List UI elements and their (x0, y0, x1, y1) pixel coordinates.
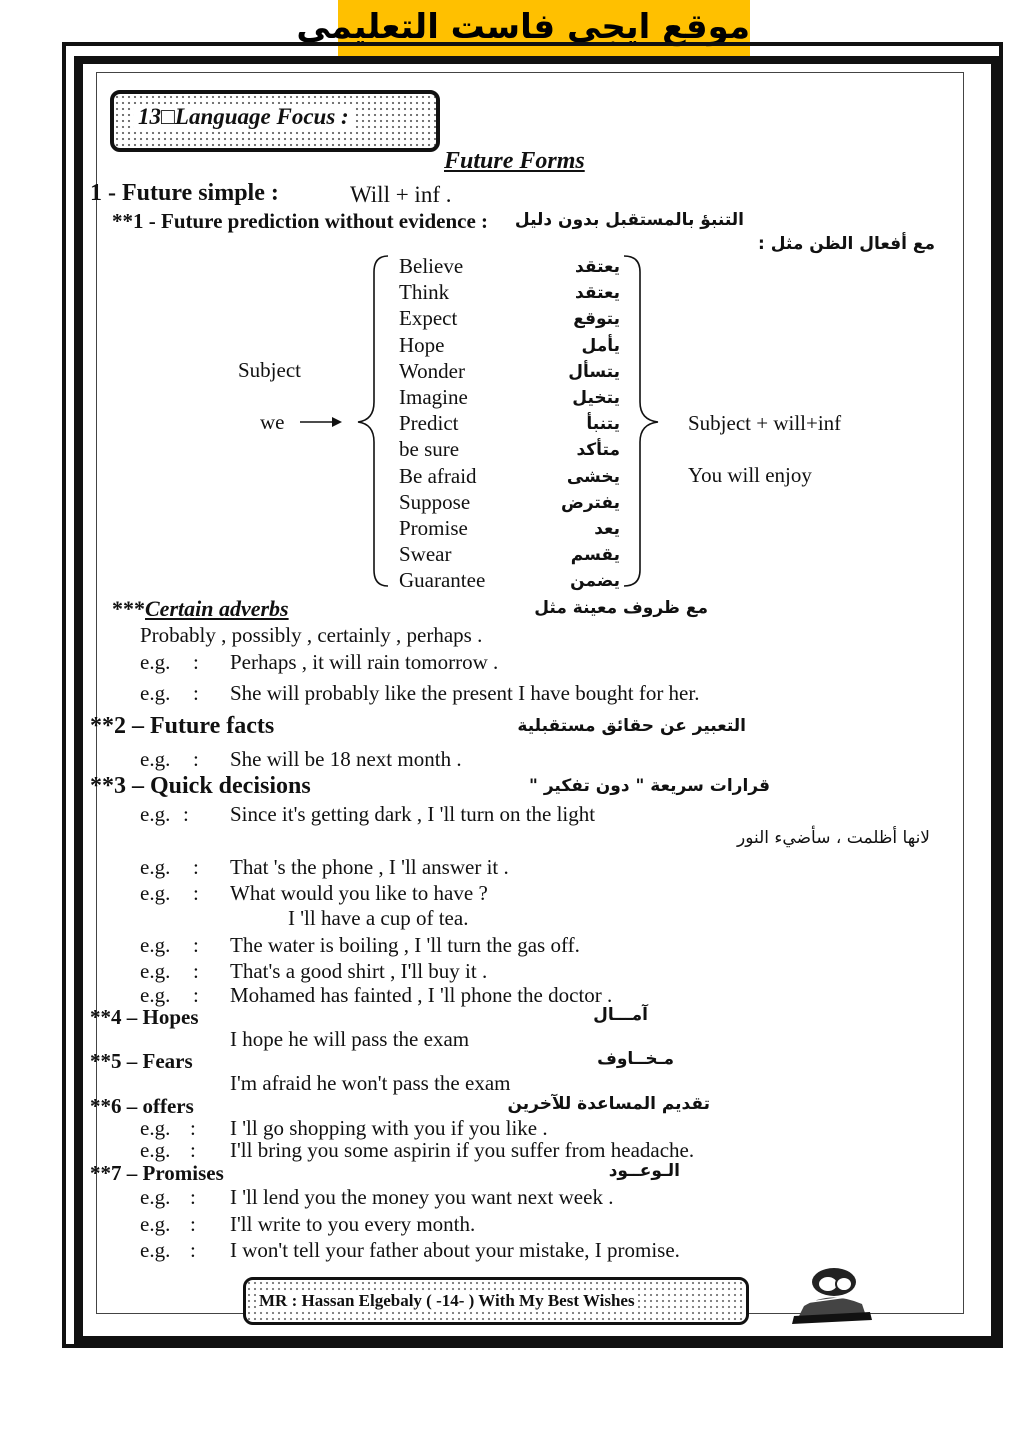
eg-label: e.g. (140, 1185, 171, 1209)
hopes-heading: **4 – Hopes (90, 1005, 199, 1029)
eg-colon: : (193, 747, 199, 771)
verb-ar: يأمل (581, 336, 620, 356)
verb-ar: يعتقد (575, 257, 620, 277)
future-simple-formula: Will + inf . (350, 182, 452, 207)
footer-box (243, 1277, 749, 1325)
verb-ar: يعد (594, 519, 620, 539)
eg-colon: : (193, 650, 199, 674)
right-brace (620, 252, 664, 592)
verb-ar: متأكد (576, 440, 620, 460)
verb-en: Swear (399, 542, 452, 566)
adverbs-example-1: Perhaps , it will rain tomorrow . (230, 650, 499, 674)
quick-example-3-answer: I 'll have a cup of tea. (288, 906, 469, 930)
fears-arabic: مـخــاوف (597, 1049, 674, 1069)
promises-example-3: I won't tell your father about your mistake, I promise. (230, 1238, 680, 1262)
eg-label: e.g. (140, 802, 171, 826)
diagram-result-example: You will enjoy (688, 463, 812, 487)
verb-ar: يعتقد (575, 283, 620, 303)
eg-label: e.g. (140, 933, 171, 957)
diagram-subject: Subject (238, 358, 301, 382)
hopes-arabic: آمـــال (593, 1005, 648, 1025)
verb-ar: يضمن (570, 571, 620, 591)
verb-ar: يفترض (560, 493, 620, 513)
footer-text: MR : Hassan Elgebaly ( -14- ) With My Best Wishes (256, 1291, 638, 1311)
adverbs-arabic: مع ظروف معينة مثل (534, 598, 708, 618)
page-title: Future Forms (444, 148, 585, 174)
eg-label: e.g. (140, 1138, 171, 1162)
promises-arabic: الـوعــود (608, 1161, 680, 1181)
eg-colon: : (190, 1185, 196, 1209)
quick-arabic: قرارات سريعة " دون تفكير " (529, 776, 770, 796)
arrow-right-icon (298, 414, 344, 430)
eg-label: e.g. (140, 681, 171, 705)
hopes-example-1: I hope he will pass the exam (230, 1027, 470, 1051)
quick-example-5: That's a good shirt , I'll buy it . (230, 959, 488, 983)
adverbs-label: Certain adverbs (145, 596, 289, 621)
eg-colon: : (193, 855, 199, 879)
eg-label: e.g. (140, 1116, 171, 1140)
quick-example-2: That 's the phone , I 'll answer it . (230, 855, 509, 879)
eg-label: e.g. (140, 855, 171, 879)
section-header-label: 13□Language Focus : (134, 104, 353, 130)
verb-en: Hope (399, 333, 445, 357)
verb-ar: يتوقع (573, 309, 620, 329)
verb-ar: يخشى (566, 467, 620, 487)
eg-colon: : (190, 1116, 196, 1140)
facts-example-1: She will be 18 next month . (230, 747, 462, 771)
eg-colon: : (190, 1138, 196, 1162)
eg-colon: : (193, 983, 199, 1007)
eg-colon: : (193, 933, 199, 957)
quick-example-1-arabic: لانها أظلمت ، سأضيء النور (737, 828, 930, 848)
site-banner: موقع ايجى فاست التعليمى (338, 0, 750, 56)
verb-en: Expect (399, 306, 458, 330)
quick-example-3: What would you like to have ? (230, 881, 488, 905)
offers-heading: **6 – offers (90, 1094, 194, 1118)
verb-en: Predict (399, 411, 459, 435)
promises-example-1: I 'll lend you the money you want next week . (230, 1185, 614, 1209)
diagram-result-formula: Subject + will+inf (688, 411, 842, 435)
eg-label: e.g. (140, 959, 171, 983)
verb-en: Promise (399, 516, 468, 540)
verb-ar: يتسأل (568, 362, 620, 382)
eg-label: e.g. (140, 650, 171, 674)
eg-label: e.g. (140, 983, 171, 1007)
eg-colon: : (193, 959, 199, 983)
fears-example-1: I'm afraid he won't pass the exam (230, 1071, 511, 1095)
offers-example-1: I 'll go shopping with you if you like . (230, 1116, 548, 1140)
adverbs-example-2: She will probably like the present I have bought for her. (230, 681, 700, 705)
prediction-arabic: التنبؤ بالمستقبل بدون دليل (514, 210, 744, 230)
eg-label: e.g. (140, 1212, 171, 1236)
reading-figure-icon (784, 1262, 876, 1328)
diagram-we: we (260, 410, 285, 434)
quick-example-6: Mohamed has fainted , I 'll phone the doctor . (230, 983, 613, 1007)
offers-arabic: تقديم المساعدة للآخرين (507, 1094, 710, 1114)
adverbs-heading (112, 596, 289, 622)
adverbs-prefix: *** (112, 596, 145, 621)
quick-example-4: The water is boiling , I 'll turn the gas off. (230, 933, 580, 957)
verb-en: Imagine (399, 385, 468, 409)
eg-colon: : (193, 881, 199, 905)
verb-en: Wonder (399, 359, 465, 383)
quick-example-1: Since it's getting dark , I 'll turn on the light (230, 802, 596, 826)
eg-colon: : (190, 1238, 196, 1262)
verb-en: Believe (399, 254, 464, 278)
left-brace (352, 252, 392, 592)
eg-label: e.g. (140, 1238, 171, 1262)
eg-label: e.g. (140, 881, 171, 905)
verb-en: Be afraid (399, 464, 477, 488)
verb-ar: يقسم (570, 545, 620, 565)
section-header-box (110, 90, 440, 152)
eg-colon: : (190, 1212, 196, 1236)
eg-label: e.g. (140, 747, 171, 771)
quick-heading: **3 – Quick decisions (90, 773, 311, 799)
verb-en: Guarantee (399, 568, 486, 592)
promises-example-2: I'll write to you every month. (230, 1212, 476, 1236)
eg-colon: : (193, 681, 199, 705)
verb-ar: يتخيل (572, 388, 620, 408)
facts-heading: **2 – Future facts (90, 713, 275, 739)
prediction-heading: **1 - Future prediction without evidence : (112, 209, 489, 233)
future-simple-heading: 1 - Future simple : (90, 180, 279, 206)
offers-example-2: I'll bring you some aspirin if you suffer from headache. (230, 1138, 695, 1162)
adverbs-list: Probably , possibly , certainly , perhaps . (140, 623, 483, 647)
verb-en: Suppose (399, 490, 471, 514)
eg-colon: : (183, 802, 189, 826)
with-verbs-arabic: مع أفعال الظن مثل : (757, 234, 935, 254)
verb-ar: يتنبأ (586, 414, 620, 434)
promises-heading: **7 – Promises (90, 1161, 224, 1185)
verb-en: Think (399, 280, 450, 304)
fears-heading: **5 – Fears (90, 1049, 193, 1073)
facts-arabic: التعبير عن حقائق مستقبلية (517, 716, 746, 736)
verb-en: be sure (399, 437, 460, 461)
